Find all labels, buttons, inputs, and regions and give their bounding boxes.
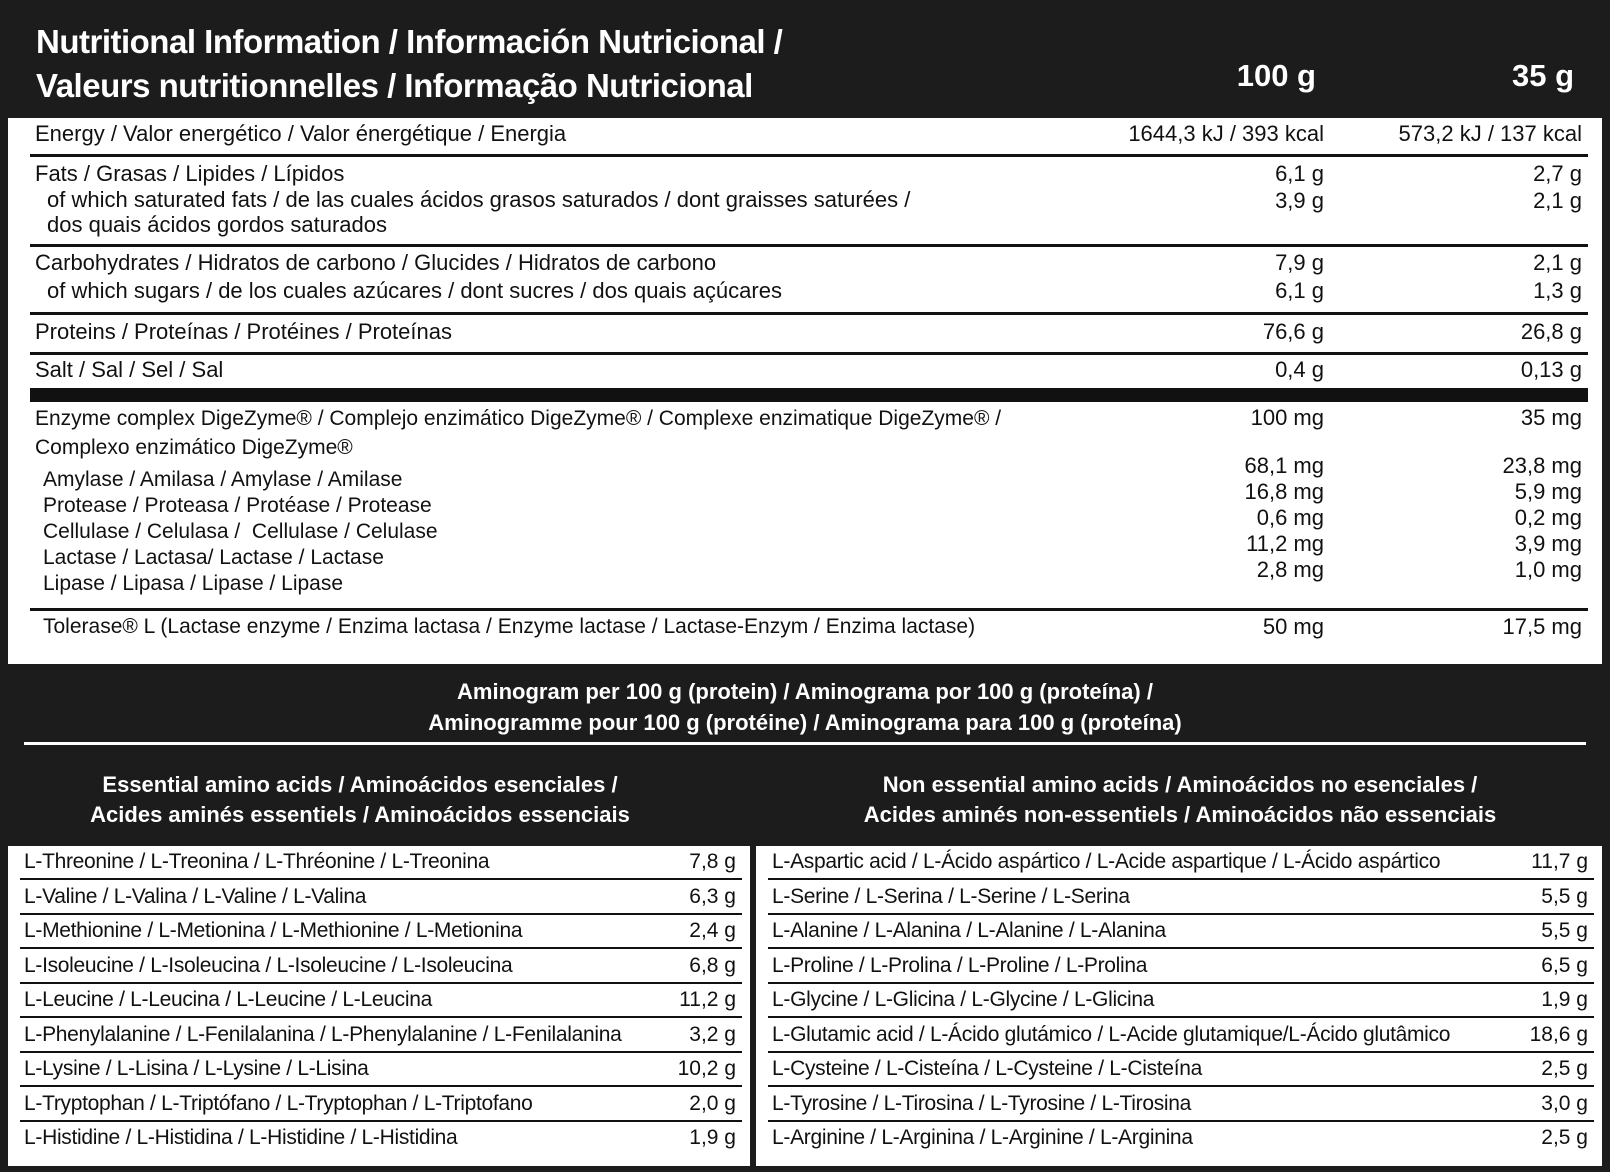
- value-100g: 3,9 g: [1275, 188, 1324, 213]
- amino-value: 18,6 g: [1529, 1022, 1588, 1046]
- amino-value: 1,9 g: [1541, 988, 1588, 1011]
- row-label: Proteins / Proteínas / Protéines / Proteínas: [35, 319, 452, 344]
- amino-name: L-Glycine / L-Glicina / L-Glycine / L-Glicina: [772, 988, 1155, 1011]
- aminogram-divider: [24, 742, 1586, 745]
- value-100g: 0,4 g: [1275, 357, 1324, 382]
- row-label: Salt / Sal / Sel / Sal: [35, 357, 224, 382]
- amino-row: [756, 984, 1602, 1018]
- amino-value: 2,5 g: [1541, 1057, 1588, 1080]
- value-35g: 1,3 g: [1533, 278, 1582, 303]
- row-label: Enzyme complex DigeZyme® / Complejo enzimático DigeZyme® / Complexe enzimatique DigeZyme® / Complexo enzimático DigeZyme®: [35, 407, 1002, 459]
- amino-value: 6,8 g: [689, 953, 736, 977]
- row-label: Lactase / Lactasa/ Lactase / Lactase: [43, 546, 384, 569]
- amino-row: [8, 950, 750, 984]
- row-divider: [30, 244, 1588, 247]
- value-100g: 6,1 g: [1275, 278, 1324, 303]
- row-divider: [30, 154, 1588, 157]
- value-35g: 0,2 mg: [1514, 505, 1582, 530]
- amino-row: [8, 881, 750, 915]
- value-35g: 35 mg: [1520, 405, 1582, 430]
- value-35g: 23,8 mg: [1502, 453, 1582, 478]
- amino-row: [8, 1019, 750, 1053]
- nutrition-table: [8, 118, 1602, 664]
- amino-row: [756, 881, 1602, 915]
- amino-value: 6,3 g: [689, 884, 736, 908]
- amino-name: L-Arginine / L-Arginina / L-Arginine / L-Arginina: [772, 1126, 1193, 1149]
- value-35g: 2,1 g: [1533, 188, 1582, 213]
- amino-name: L-Isoleucine / L-Isoleucina / L-Isoleucine / L-Isoleucina: [24, 953, 513, 977]
- amino-row: [756, 950, 1602, 984]
- column-header-100g: 100 g: [1236, 58, 1316, 93]
- row-label: Amylase / Amilasa / Amylase / Amilase: [43, 468, 403, 491]
- amino-value: 3,0 g: [1541, 1091, 1588, 1115]
- label-title: [36, 20, 782, 108]
- amino-name: L-Valine / L-Valina / L-Valine / L-Valina: [24, 884, 367, 908]
- amino-name: L-Lysine / L-Lisina / L-Lysine / L-Lisina: [24, 1057, 369, 1080]
- value-35g: 1,0 mg: [1514, 557, 1582, 582]
- amino-value: 2,5 g: [1541, 1126, 1588, 1149]
- amino-value: 5,5 g: [1541, 919, 1588, 942]
- value-100g: 68,1 mg: [1244, 453, 1324, 478]
- amino-row: [8, 1122, 750, 1156]
- amino-row: [756, 1053, 1602, 1087]
- amino-value: 7,8 g: [689, 850, 736, 873]
- value-35g: 2,1 g: [1533, 250, 1582, 275]
- amino-row: [756, 846, 1602, 880]
- row-label: Carbohydrates / Hidratos de carbono / Glucides / Hidratos de carbono: [35, 250, 717, 275]
- amino-value: 11,7 g: [1531, 850, 1588, 873]
- value-100g: 7,9 g: [1275, 250, 1324, 275]
- amino-name: L-Leucine / L-Leucina / L-Leucine / L-Leucina: [24, 988, 432, 1011]
- amino-row: [8, 1088, 750, 1122]
- nonessential-title: Non essential amino acids / Aminoácidos no esenciales / Acides aminés non-essentiels / Aminoácidos não essenciais: [863, 772, 1497, 827]
- row-label: of which saturated fats / de las cuales ácidos grasos saturados / dont graisses saturées / dos quais ácidos gordos saturados: [47, 187, 911, 237]
- value-100g: 1644,3 kJ / 393 kcal: [1128, 121, 1324, 146]
- amino-name: L-Threonine / L-Treonina / L-Thréonine / L-Treonina: [24, 850, 490, 873]
- amino-name: L-Histidine / L-Histidina / L-Histidine / L-Histidina: [24, 1126, 458, 1149]
- amino-name: L-Serine / L-Serina / L-Serine / L-Serina: [772, 884, 1130, 908]
- value-100g: 0,6 mg: [1256, 505, 1324, 530]
- amino-row: [8, 1053, 750, 1087]
- amino-row: [8, 915, 750, 949]
- amino-value: 6,5 g: [1541, 953, 1588, 977]
- amino-name: L-Tryptophan / L-Triptófano / L-Tryptophan / L-Triptofano: [24, 1091, 533, 1115]
- value-100g: 100 mg: [1250, 405, 1324, 430]
- amino-name: L-Alanine / L-Alanina / L-Alanine / L-Alanina: [772, 919, 1166, 942]
- value-35g: 17,5 mg: [1502, 614, 1582, 639]
- amino-name: L-Phenylalanine / L-Fenilalanina / L-Phenylalanine / L-Fenilalanina: [24, 1022, 622, 1046]
- section-divider: [30, 388, 1588, 402]
- row-label: Energy / Valor energético / Valor énergétique / Energia: [35, 121, 567, 146]
- value-35g: 3,9 mg: [1514, 531, 1582, 556]
- row-label: Tolerase® L (Lactase enzyme / Enzima lactasa / Enzyme lactase / Lactase-Enzym / Enzima lactase): [43, 615, 976, 638]
- row-label: Lipase / Lipasa / Lipase / Lipase: [43, 572, 344, 595]
- row-label: Fats / Grasas / Lipides / Lípidos: [35, 161, 345, 186]
- value-100g: 11,2 mg: [1246, 531, 1324, 556]
- amino-value: 2,4 g: [689, 919, 736, 942]
- title-line-2: Valeurs nutritionnelles / Informação Nutricional: [36, 67, 753, 104]
- value-100g: 76,6 g: [1262, 319, 1324, 344]
- nonessential-amino-table: [756, 846, 1602, 1166]
- amino-value: 3,2 g: [689, 1022, 736, 1046]
- value-35g: 573,2 kJ / 137 kcal: [1398, 121, 1582, 146]
- amino-value: 5,5 g: [1541, 884, 1588, 908]
- label-header: [0, 0, 1610, 118]
- amino-value: 11,2 g: [679, 988, 736, 1011]
- value-35g: 2,7 g: [1533, 161, 1582, 186]
- row-label: Protease / Proteasa / Protéase / Protease: [43, 494, 432, 517]
- amino-row: [756, 1122, 1602, 1156]
- amino-name: L-Proline / L-Prolina / L-Proline / L-Prolina: [772, 953, 1148, 977]
- essential-title: Essential amino acids / Aminoácidos esenciales / Acides aminés essentiels / Aminoácidos essenciais: [90, 772, 630, 827]
- aminogram-title: Aminogram per 100 g (protein) / Aminograma por 100 g (proteína) / Aminogramme pour 100 g (protéine) / Aminograma para 100 g (proteína): [428, 679, 1182, 735]
- amino-name: L-Aspartic acid / L-Ácido aspártico / L-Acide aspartique / L-Ácido aspártico: [772, 850, 1441, 873]
- value-100g: 16,8 mg: [1244, 479, 1324, 504]
- value-100g: 2,8 mg: [1256, 557, 1324, 582]
- title-line-1: Nutritional Information / Información Nutricional /: [36, 23, 783, 60]
- amino-row: [756, 1088, 1602, 1122]
- amino-row: [8, 846, 750, 880]
- value-35g: 0,13 g: [1520, 357, 1582, 382]
- amino-value: 2,0 g: [689, 1091, 736, 1115]
- value-35g: 5,9 mg: [1514, 479, 1582, 504]
- amino-name: L-Cysteine / L-Cisteína / L-Cysteine / L-Cisteína: [772, 1057, 1202, 1080]
- amino-name: L-Glutamic acid / L-Ácido glutámico / L-Acide glutamique/L-Ácido glutâmico: [772, 1022, 1451, 1046]
- amino-row: [756, 915, 1602, 949]
- amino-value: 10,2 g: [677, 1057, 736, 1080]
- row-divider: [30, 608, 1588, 611]
- essential-amino-table: [8, 846, 750, 1166]
- amino-name: L-Methionine / L-Metionina / L-Methionine / L-Metionina: [24, 919, 523, 942]
- amino-row: [8, 984, 750, 1018]
- value-100g: 6,1 g: [1275, 161, 1324, 186]
- row-label: Cellulase / Celulasa / Cellulase / Celulase: [43, 520, 438, 543]
- column-header-35g: 35 g: [1511, 58, 1574, 93]
- row-divider: [30, 352, 1588, 355]
- value-100g: 50 mg: [1262, 614, 1324, 639]
- amino-row: [756, 1019, 1602, 1053]
- amino-value: 1,9 g: [689, 1126, 736, 1149]
- value-35g: 26,8 g: [1520, 319, 1582, 344]
- row-divider: [30, 312, 1588, 315]
- row-label: of which sugars / de los cuales azúcares / dont sucres / dos quais açúcares: [47, 278, 782, 303]
- amino-name: L-Tyrosine / L-Tirosina / L-Tyrosine / L-Tirosina: [772, 1091, 1192, 1115]
